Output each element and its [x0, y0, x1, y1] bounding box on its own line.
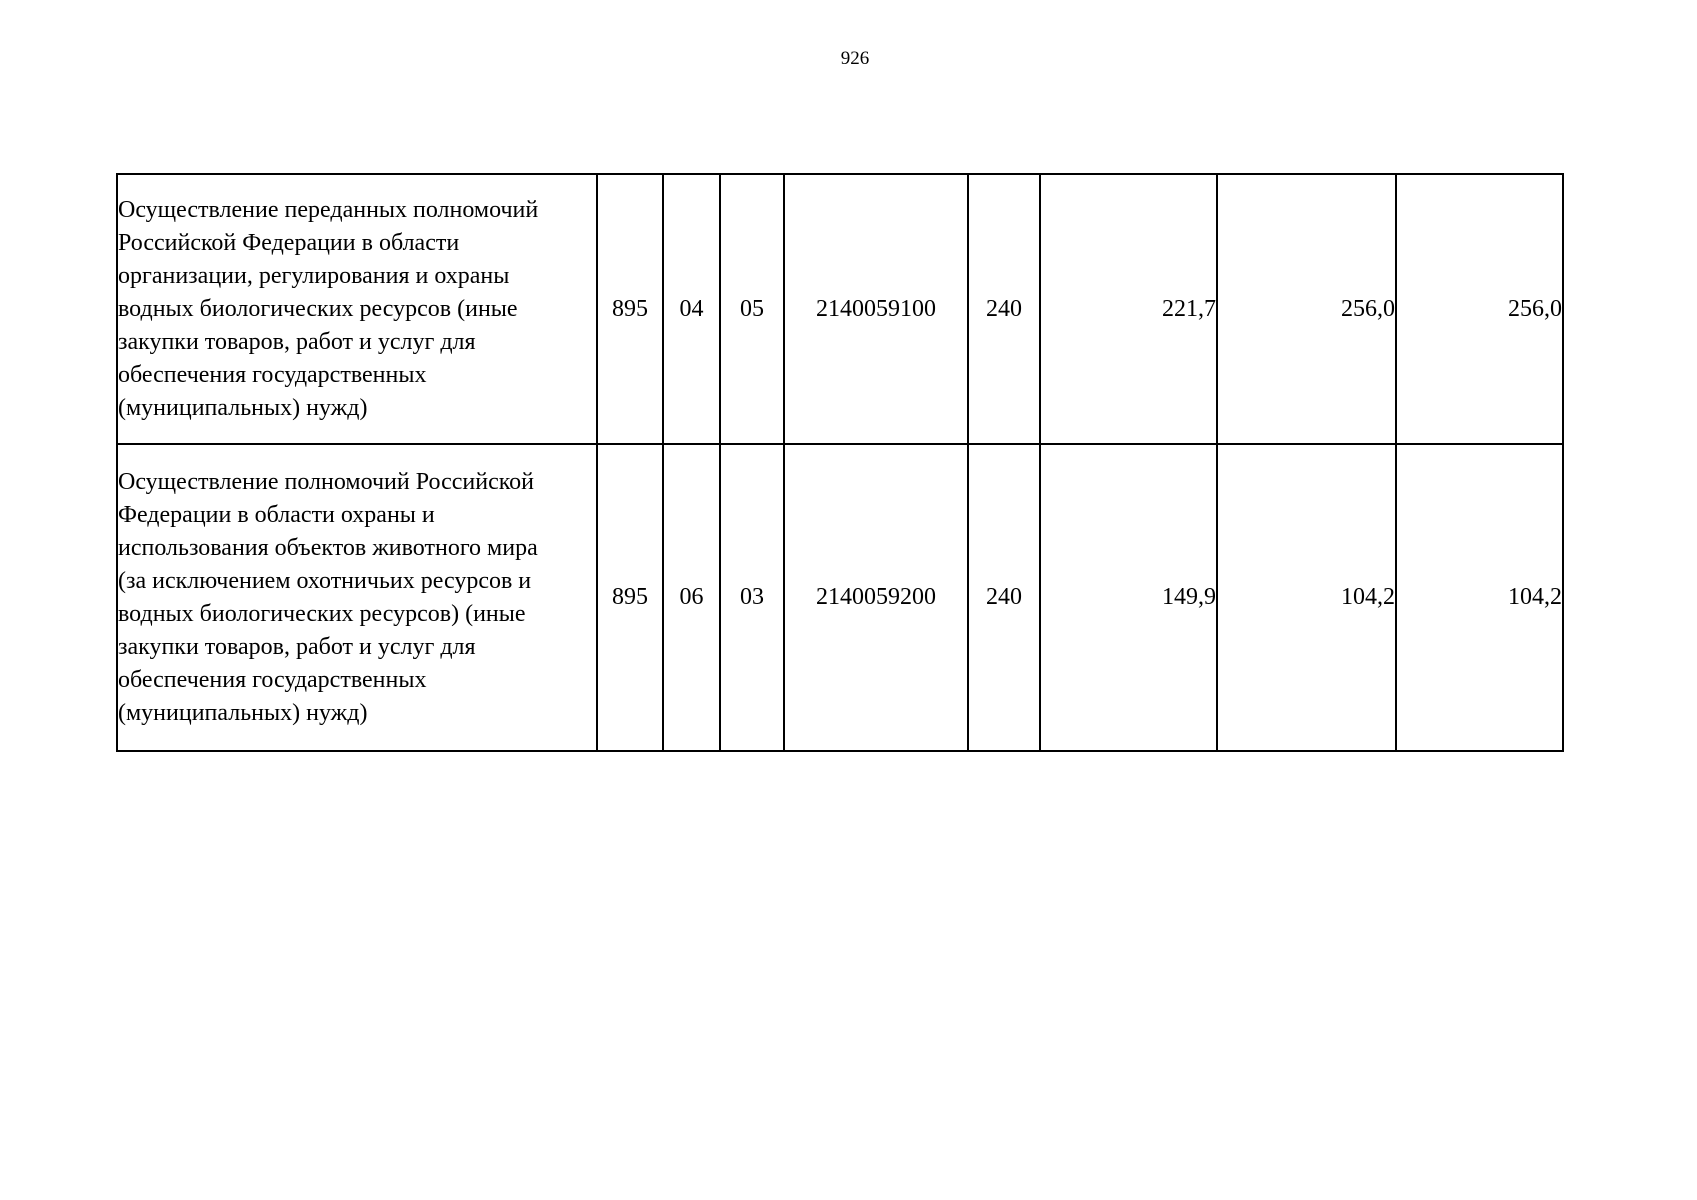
subsection-code-cell: 05 — [720, 174, 784, 444]
description-line: Российской Федерации в области — [118, 229, 460, 256]
description-line: Осуществление полномочий Российской — [118, 468, 535, 495]
table-row — [117, 174, 1563, 444]
amount-2-cell: 104,2 — [1217, 444, 1396, 751]
ministry-code-cell: 895 — [597, 444, 663, 751]
description-line: водных биологических ресурсов (иные — [118, 295, 518, 322]
amount-3-cell: 256,0 — [1396, 174, 1563, 444]
amount-1-cell: 221,7 — [1040, 174, 1217, 444]
target-article-cell: 2140059200 — [784, 444, 968, 751]
section-code-cell: 04 — [663, 174, 720, 444]
description-line: Осуществление переданных полномочий — [118, 196, 539, 223]
description-line: обеспечения государственных — [118, 666, 427, 693]
ministry-code-cell: 895 — [597, 174, 663, 444]
description-line: закупки товаров, работ и услуг для — [118, 328, 476, 355]
description-line: Федерации в области охраны и — [118, 501, 435, 528]
description-cell — [117, 444, 597, 751]
description-line: использования объектов животного мира — [118, 534, 538, 561]
page-number: 926 — [840, 48, 870, 69]
section-code-cell: 06 — [663, 444, 720, 751]
amount-2-cell: 256,0 — [1217, 174, 1396, 444]
amount-3-cell: 104,2 — [1396, 444, 1563, 751]
description-line: водных биологических ресурсов) (иные — [118, 600, 526, 627]
expense-type-cell: 240 — [968, 444, 1040, 751]
description-line: обеспечения государственных — [118, 361, 427, 388]
budget-table — [116, 173, 1564, 752]
expense-type-cell: 240 — [968, 174, 1040, 444]
amount-1-cell: 149,9 — [1040, 444, 1217, 751]
description-line: (муниципальных) нужд) — [118, 699, 368, 726]
description-line: организации, регулирования и охраны — [118, 262, 510, 289]
description-line: (муниципальных) нужд) — [118, 394, 368, 421]
target-article-cell: 2140059100 — [784, 174, 968, 444]
description-cell — [117, 174, 597, 444]
description-line: закупки товаров, работ и услуг для — [118, 633, 476, 660]
description-line: (за исключением охотничьих ресурсов и — [118, 567, 532, 594]
table-row — [117, 444, 1563, 751]
subsection-code-cell: 03 — [720, 444, 784, 751]
